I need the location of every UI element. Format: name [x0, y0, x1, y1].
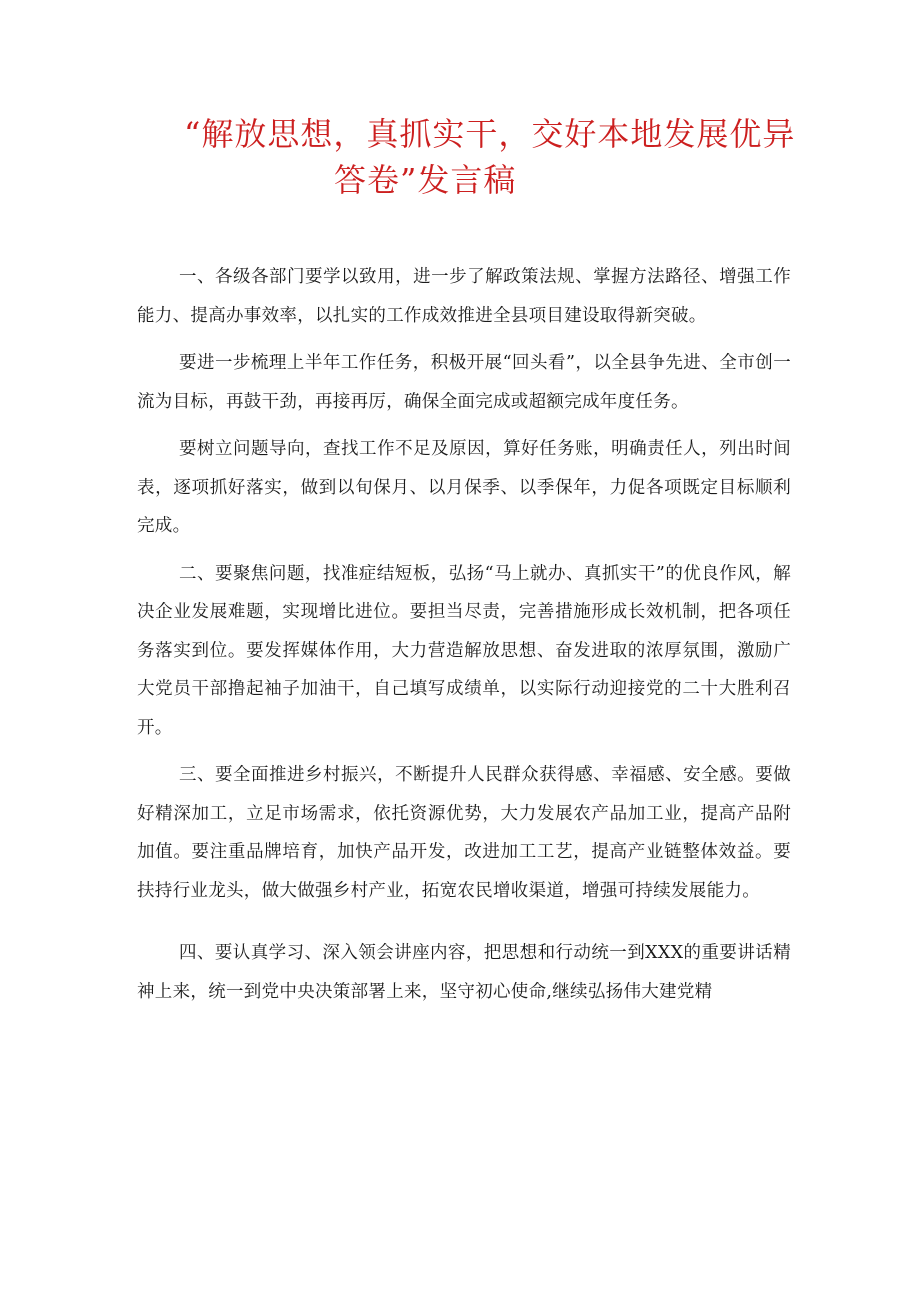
title-line-1: “解放思想，真抓实干，交好本地发展优异 — [184, 115, 796, 153]
paragraph-2: 要进一步梳理上半年工作任务，积极开展“回头看”，以全县争先进、全市创一流为目标，再鼓干劲，再接再厉，确保全面完成或超额完成年度任务。 — [137, 353, 791, 412]
paragraph-6: 四、要认真学习、深入领会讲座内容，把思想和行动统一到XXX的重要讲话精神上来，统一到党中央决策部署上来，坚守初心使命,继续弘扬伟大建党精 — [137, 943, 791, 1002]
document-title — [180, 111, 800, 203]
paragraph-3: 要树立问题导向，查找工作不足及原因，算好任务账，明确责任人，列出时间表，逐项抓好落实，做到以旬保月、以月保季、以季保年，力促各项既定目标顺利完成。 — [137, 439, 791, 536]
paragraph-4: 二、要聚焦问题，找准症结短板，弘扬“马上就办、真抓实干”的优良作风，解决企业发展难题，实现增比进位。要担当尽责，完善措施形成长效机制，把各项任务落实到位。要发挥媒体作用，大力营造解放思想、奋发进取的浓厚氛围，激励广大党员干部撸起袖子加油干，自己填写成绩单，以实际行动迎接党的二十大胜利召开。 — [137, 563, 791, 738]
title-line-2: 答卷”发言稿 — [334, 161, 517, 199]
paragraph-1: 一、各级各部门要学以致用，进一步了解政策法规、掌握方法路径、增强工作能力、提高办事效率，以扎实的工作成效推进全县项目建设取得新突破。 — [137, 267, 791, 326]
document-body — [137, 258, 791, 1011]
paragraph-5: 三、要全面推进乡村振兴，不断提升人民群众获得感、幸福感、安全感。要做好精深加工，立足市场需求，依托资源优势，大力发展农产品加工业，提高产品附加值。要注重品牌培育，加快产品开发，改进加工工艺，提高产业链整体效益。要扶持行业龙头，做大做强乡村产业，拓宽农民增收渠道，增强可持续发展能力。 — [137, 765, 791, 901]
